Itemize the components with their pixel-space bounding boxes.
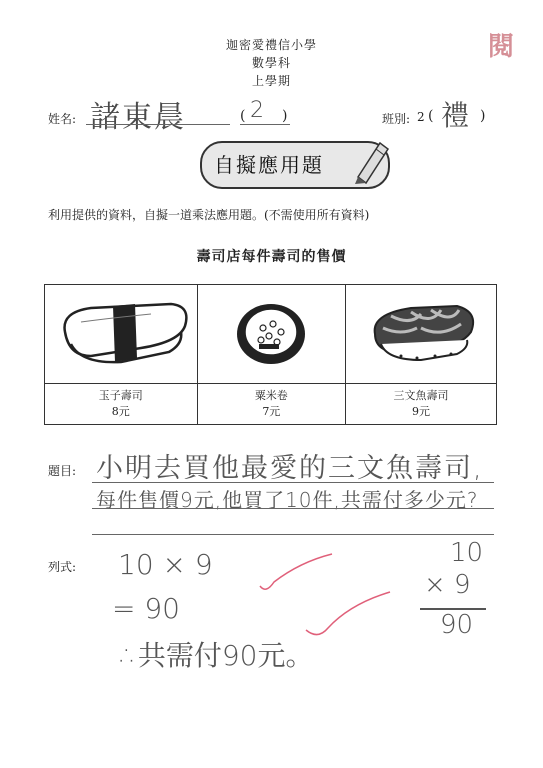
teacher-tick-marks	[200, 544, 430, 684]
item-cell	[197, 285, 346, 384]
class-label: 班別:	[382, 112, 411, 126]
subject-name: 數學科	[251, 56, 291, 70]
item-price: 7元	[262, 405, 281, 418]
class-grade: 2	[417, 110, 425, 124]
item-name: 三文魚壽司	[393, 389, 449, 402]
answer-line-2	[92, 508, 494, 509]
vertical-top: 10	[450, 538, 484, 568]
item-name: 粟米卷	[254, 389, 288, 402]
tamago-sushi-icon	[51, 292, 191, 372]
salmon-sushi-icon	[361, 292, 481, 372]
vertical-multiplier: × 9	[424, 570, 471, 600]
working-expression: 10 × 9	[118, 548, 213, 581]
item-cell	[45, 285, 198, 384]
name-underline	[86, 124, 230, 125]
corn-roll-icon	[231, 292, 311, 372]
table-title: 壽司店每件壽司的售價	[196, 249, 347, 265]
item-price: 8元	[111, 405, 130, 418]
number-underline	[240, 124, 290, 125]
question-label: 題目:	[48, 464, 77, 478]
class-open: (	[428, 108, 434, 124]
number-close: )	[282, 108, 288, 124]
school-name: 迦密愛禮信小學	[225, 38, 317, 52]
question-line-2: 每件售價9元,他買了10件,共需付多少元?	[96, 488, 479, 512]
class-value: 禮	[441, 99, 470, 132]
banner-title: 自擬應用題	[214, 153, 324, 177]
instruction-text: 利用提供的資料，自擬一道乘法應用題。(不需使用所有資料)	[48, 208, 370, 222]
working-label: 列式:	[48, 560, 77, 574]
working-result: = 90	[112, 592, 180, 625]
item-caption	[197, 384, 346, 425]
working-answer: ∴共需付90元。	[120, 639, 314, 672]
question-line-1: 小明去買他最愛的三文魚壽司,	[96, 453, 484, 484]
vertical-result: 90	[440, 610, 474, 640]
answer-line-1	[92, 482, 494, 483]
term-name: 上學期	[251, 74, 291, 88]
item-name: 玉子壽司	[98, 389, 143, 402]
name-label: 姓名:	[48, 112, 77, 126]
read-stamp: 閱	[487, 32, 514, 62]
price-table	[44, 284, 497, 425]
student-number: 2	[250, 98, 264, 123]
class-close: )	[480, 108, 486, 124]
pencil-icon	[350, 137, 392, 185]
student-name: 諸東晨	[90, 100, 186, 135]
number-open: (	[240, 108, 246, 124]
answer-line-3	[92, 534, 494, 535]
item-caption	[346, 384, 497, 425]
item-price: 9元	[412, 405, 431, 418]
item-cell	[346, 285, 497, 384]
item-caption	[45, 384, 198, 425]
